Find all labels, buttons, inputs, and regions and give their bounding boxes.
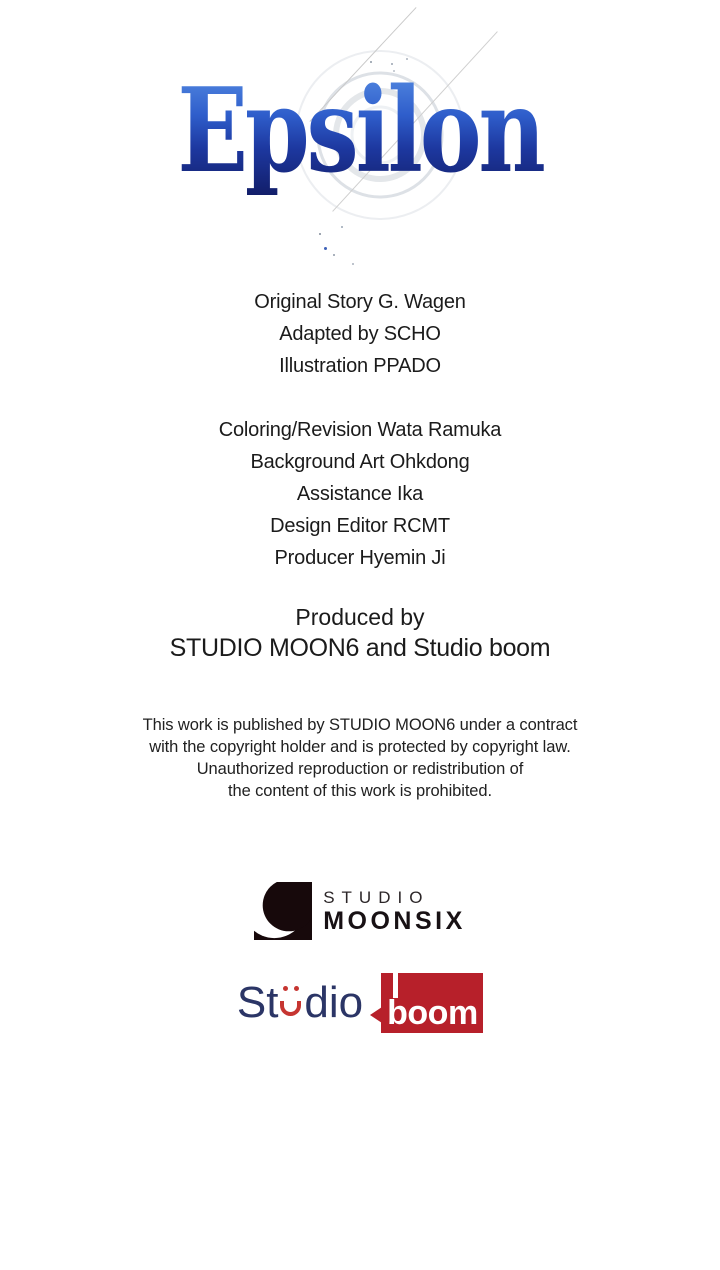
studio-word-suffix: dio (304, 978, 364, 1027)
studio-word-prefix: St (236, 978, 279, 1027)
sparkle-dot (333, 254, 335, 256)
smiley-eye-dot (294, 986, 299, 991)
sparkle-dot (319, 233, 321, 235)
moonsix-wordmark (323, 887, 466, 935)
production-block (0, 602, 720, 664)
credit-line: Coloring/Revision Wata Ramuka (218, 419, 502, 441)
credit-line: Producer Hyemin Ji (274, 547, 446, 569)
crescent-moon-icon (254, 882, 312, 940)
production-studios: STUDIO MOON6 and Studio boom (169, 634, 551, 662)
credit-line: Design Editor RCMT (270, 515, 450, 537)
credit-line: Adapted by SCHO (279, 323, 441, 345)
studio-boom-logo (0, 973, 720, 1033)
credit-line: Background Art Ohkdong (250, 451, 470, 473)
studio-moonsix-logo (0, 882, 720, 940)
credits-secondary-block (0, 414, 720, 574)
smiley-eye-dot (283, 986, 288, 991)
sparkle-dot (341, 226, 343, 228)
moonsix-studio-text: STUDIO (323, 888, 430, 907)
sparkle-dot (406, 58, 408, 60)
moonsix-name-text: MOONSIX (323, 907, 466, 935)
sparkle-dot (324, 247, 327, 250)
disclaimer-line: the content of this work is prohibited. (228, 782, 492, 800)
credit-line: Illustration PPADO (279, 355, 441, 377)
credit-line: Assistance Ika (296, 483, 424, 505)
boom-text: boom (387, 994, 478, 1032)
series-title-wordmark: Epsilon (72, 62, 648, 201)
boom-studio-wordmark (237, 973, 363, 1033)
smiley-smile-arc (280, 1001, 301, 1016)
disclaimer-line: This work is published by STUDIO MOON6 under a contract (142, 716, 578, 734)
credits-primary-block (0, 286, 720, 382)
disclaimer-line: with the copyright holder and is protected by copyright law. (149, 738, 571, 756)
credit-line: Original Story G. Wagen (254, 291, 466, 313)
smiley-face-icon (280, 985, 302, 1018)
produced-by-label: Produced by (295, 604, 425, 630)
copyright-disclaimer (0, 714, 720, 802)
epsilon-logo-area (0, 0, 720, 280)
disclaimer-line: Unauthorized reproduction or redistribution of (196, 760, 524, 778)
sparkle-dot (352, 263, 354, 265)
boom-red-box (381, 973, 483, 1033)
